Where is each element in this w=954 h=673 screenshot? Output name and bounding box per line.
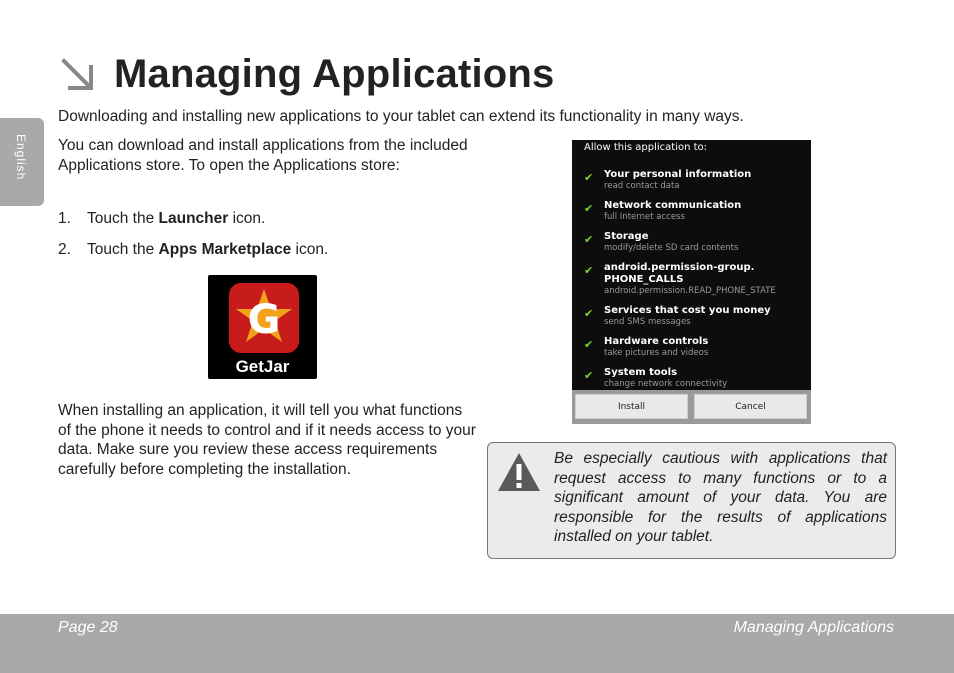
permission-item	[584, 169, 794, 192]
arrow-down-right-icon	[58, 55, 98, 95]
step-text: Touch the Launcher icon.	[87, 210, 266, 227]
step-text: Touch the Apps Marketplace icon.	[87, 241, 329, 258]
dialog-button-bar	[572, 390, 811, 424]
dialog-header: Allow this application to:	[584, 142, 708, 153]
checkmark-icon: ✔	[584, 171, 594, 184]
permissions-dialog	[572, 140, 811, 424]
permission-title: Storage	[604, 231, 649, 242]
permission-subtitle: full Internet access	[604, 212, 685, 222]
permission-subtitle: android.permission.READ_PHONE_STATE	[604, 286, 776, 296]
permission-item	[584, 231, 794, 254]
permission-title: Hardware controls	[604, 336, 709, 347]
checkmark-icon: ✔	[584, 338, 594, 351]
permission-title: android.permission-group. PHONE_CALLS	[604, 262, 755, 285]
cancel-button[interactable]: Cancel	[694, 394, 807, 419]
install-button[interactable]: Install	[575, 394, 688, 419]
paragraph-2: When installing an application, it will tell you what functions of the phone it needs to control and if it needs access to your data. Make sure you review these access requirements carefully before completing the installation.	[58, 402, 476, 478]
permission-subtitle: modify/delete SD card contents	[604, 243, 739, 253]
paragraph-1: You can download and install applications from the included Applications store. To open the Applications store:	[58, 137, 468, 174]
svg-text:G: G	[247, 297, 281, 343]
permission-subtitle: send SMS messages	[604, 317, 691, 327]
permission-subtitle: take pictures and videos	[604, 348, 709, 358]
getjar-badge	[229, 283, 299, 353]
section-title: Managing Applications	[733, 619, 894, 636]
checkmark-icon: ✔	[584, 369, 594, 382]
page-header	[58, 52, 555, 97]
permission-title: Network communication	[604, 200, 742, 211]
permission-subtitle: read contact data	[604, 181, 680, 191]
permission-title: System tools	[604, 367, 678, 378]
page-number: Page 28	[58, 619, 118, 636]
warning-icon	[496, 451, 542, 493]
left-column	[58, 136, 468, 176]
permission-title: Your personal information	[604, 169, 752, 180]
permission-item	[584, 336, 794, 359]
checkmark-icon: ✔	[584, 233, 594, 246]
star-icon	[229, 283, 299, 353]
page-footer	[0, 614, 954, 673]
permission-subtitle: change network connectivity	[604, 379, 728, 389]
language-tab-label: English	[14, 134, 28, 181]
permission-item	[584, 305, 794, 328]
steps-list	[58, 210, 328, 272]
permission-item	[584, 262, 794, 297]
list-item	[58, 241, 328, 259]
permission-item	[584, 200, 794, 223]
checkmark-icon: ✔	[584, 202, 594, 215]
checkmark-icon: ✔	[584, 307, 594, 320]
getjar-app-icon	[208, 275, 317, 379]
intro-text: Downloading and installing new applications to your tablet can extend its functionality in many ways.	[58, 108, 744, 125]
caution-note	[487, 442, 896, 559]
page-title: Managing Applications	[114, 52, 555, 96]
step-number: 1.	[58, 210, 71, 227]
language-tab	[0, 118, 44, 206]
step-number: 2.	[58, 241, 71, 258]
getjar-label: GetJar	[235, 357, 290, 376]
caution-text: Be especially cautious with applications that request access to many functions or to a significant amount of your data. You are responsible for the results of applications installed on your tablet.	[554, 450, 887, 545]
permission-title: Services that cost you money	[604, 305, 771, 316]
permission-item	[584, 367, 794, 390]
list-item	[58, 210, 328, 228]
checkmark-icon: ✔	[584, 264, 594, 277]
